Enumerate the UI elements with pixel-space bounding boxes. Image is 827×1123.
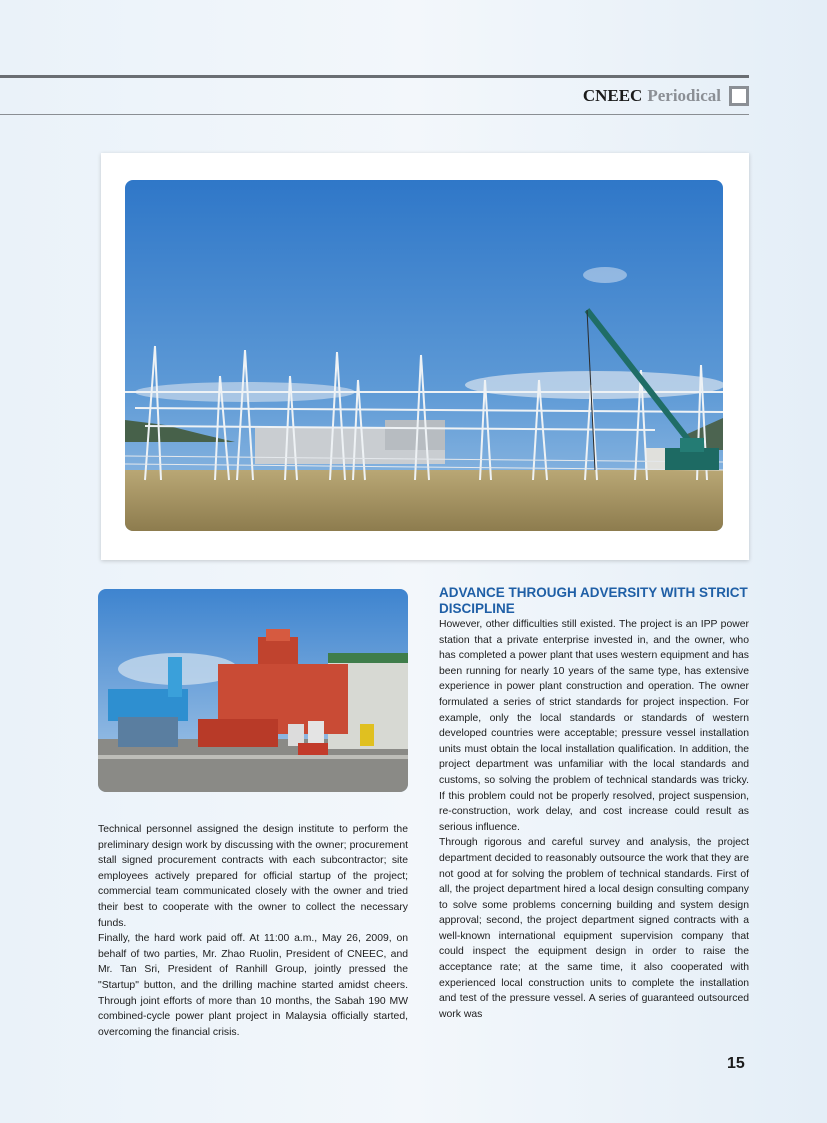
left-paragraph-1: Technical personnel assigned the design institute to perform the preliminary design work by discussing with the owner; procurement stall signed procurement contracts with each subcontractor; site employees actively prepared for official startup of the project; commercial team communicated closely with the owner and tried their best to cooperate with the owner to collect the necessary funds. — [98, 824, 408, 929]
left-column-text — [98, 822, 408, 1040]
plant-photo — [98, 589, 408, 792]
square-icon — [729, 86, 749, 106]
right-column-text — [439, 617, 749, 1022]
page-number: 15 — [727, 1055, 745, 1072]
section-name: Periodical — [647, 86, 721, 105]
section-heading: ADVANCE THROUGH ADVERSITY WITH STRICT DISCIPLINE — [439, 585, 748, 616]
header-rule-bottom — [0, 114, 749, 115]
periodical-header — [583, 86, 749, 106]
right-paragraph-2: Through rigorous and careful survey and analysis, the project department decided to reasonably outsource the work that they are not good at for solving the problem of technical standards. First of all, the project department hired a local design consulting company to solve some problems concerning building and system design approval; second, the project department signed contracts with a well-known international equipment supervision company that could inspect the equipment design in order to raise the acceptance rate; at the same time, it also cooperated with experienced local construction units to complete the installation and test of the pressure vessel. A series of guaranteed outsourced work was — [439, 837, 749, 1020]
substation-photo — [125, 180, 723, 531]
brand-name: CNEEC — [582, 86, 643, 105]
left-paragraph-2: Finally, the hard work paid off. At 11:00 a.m., May 26, 2009, on behalf of two parties, Mr. Zhao Ruolin, President of CNEEC, and Mr. Tan Sri, President of Ranhill Group, jointly pressed the "Startup" button, and the drilling machine started amidst cheers. Through joint efforts of more than 10 months, the Sabah 190 MW combined-cycle power plant project in Malaysia officially started, overcoming the financial crisis. — [98, 933, 408, 1038]
right-paragraph-1: However, other difficulties still existed. The project is an IPP power station that a private enterprise invested in, and the owner, who has completed a power plant that uses western equipment and has been running for nearly 10 years of the same type, has extensive experience in power plant construction and operation. The owner formulated a series of strict standards for project inspection. For example, only the local standards or standards of western developed countries were acceptable; pressure vessel installation units must obtain the local installation qualification. In addition, the project department was unfamiliar with the local standards and customs, so solving the problem of technical standards was tricky. If this problem could not be properly resolved, project suspension, re-construction, work delay, and cost increase could result as serious influence. — [439, 619, 749, 833]
header-rule-top — [0, 75, 749, 78]
